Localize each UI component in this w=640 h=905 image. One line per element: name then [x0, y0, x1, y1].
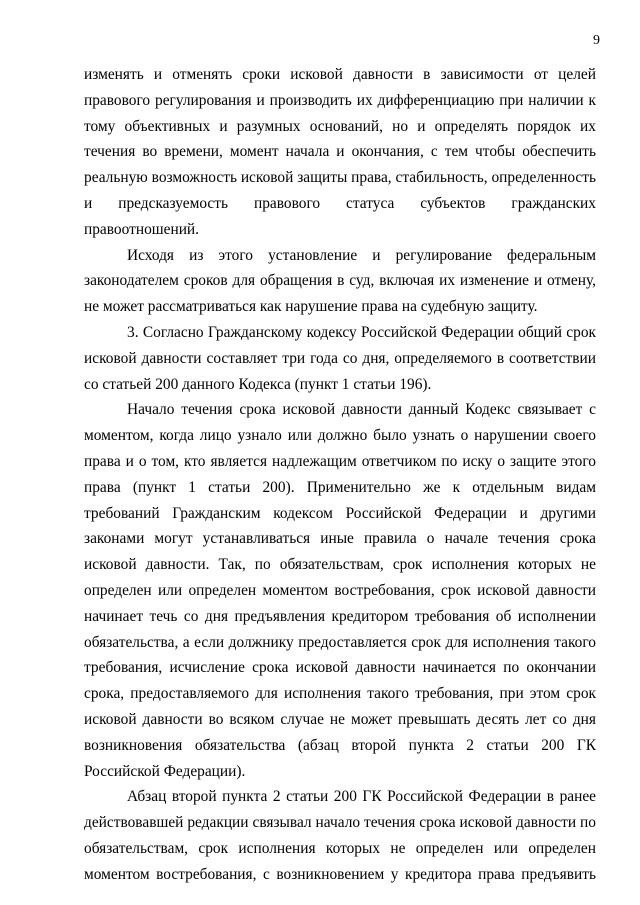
paragraph-5: Абзац второй пункта 2 статьи 200 ГК Российской Федерации в ранее действовавшей редакции связывал начало течения срока исковой давности по обязательствам, срок исполнения которых не определен или определен моментом востребования, с возникновением у кредитора права предъявить	[84, 788, 596, 883]
paragraph-3: 3. Согласно Гражданскому кодексу Российской Федерации общий срок исковой давности составляет три года со дня, определяемого в соответствии со статьей 200 данного Кодекса (пункт 1 статьи 196).	[84, 323, 596, 393]
paragraph-1: изменять и отменять сроки исковой давности в зависимости от целей правового регулирования и производить их дифференциацию при наличии к тому объективных и разумных оснований, но и определять порядок их течения во времени, момент начала и окончания, с тем чтобы обеспечить реальную возможность исковой защиты права, стабильность, определенность и предсказуемость правового статуса субъектов гражданских правоотношений.	[84, 66, 596, 238]
paragraph-2: Исходя из этого установление и регулирование федеральным законодателем сроков для обращения в суд, включая их изменение и отмену, не может рассматриваться как нарушение права на судебную защиту.	[84, 246, 596, 316]
body-text	[84, 62, 596, 888]
paragraph-4: Начало течения срока исковой давности данный Кодекс связывает с моментом, когда лицо узнало или должно было узнать о нарушении своего права и о том, кто является надлежащим ответчиком по иску о защите этого права (пункт 1 статьи 200). Применительно же к отдельным видам требований Гражданским кодексом Российской Федерации и другими законами могут устанавливаться иные правила о начале течения срока исковой давности. Так, по обязательствам, срок исполнения которых не определен или определен моментом востребования, срок исковой давности начинает течь со дня предъявления кредитором требования об исполнении обязательства, а если должнику предоставляется срок для исполнения такого требования, исчисление срока исковой давности начинается по окончании срока, предоставляемого для исполнения такого требования, при этом срок исковой давности во всяком случае не может превышать десять лет со дня возникновения обязательства (абзац второй пункта 2 статьи 200 ГК Российской Федерации).	[84, 401, 596, 780]
page-number: 9	[593, 33, 600, 48]
